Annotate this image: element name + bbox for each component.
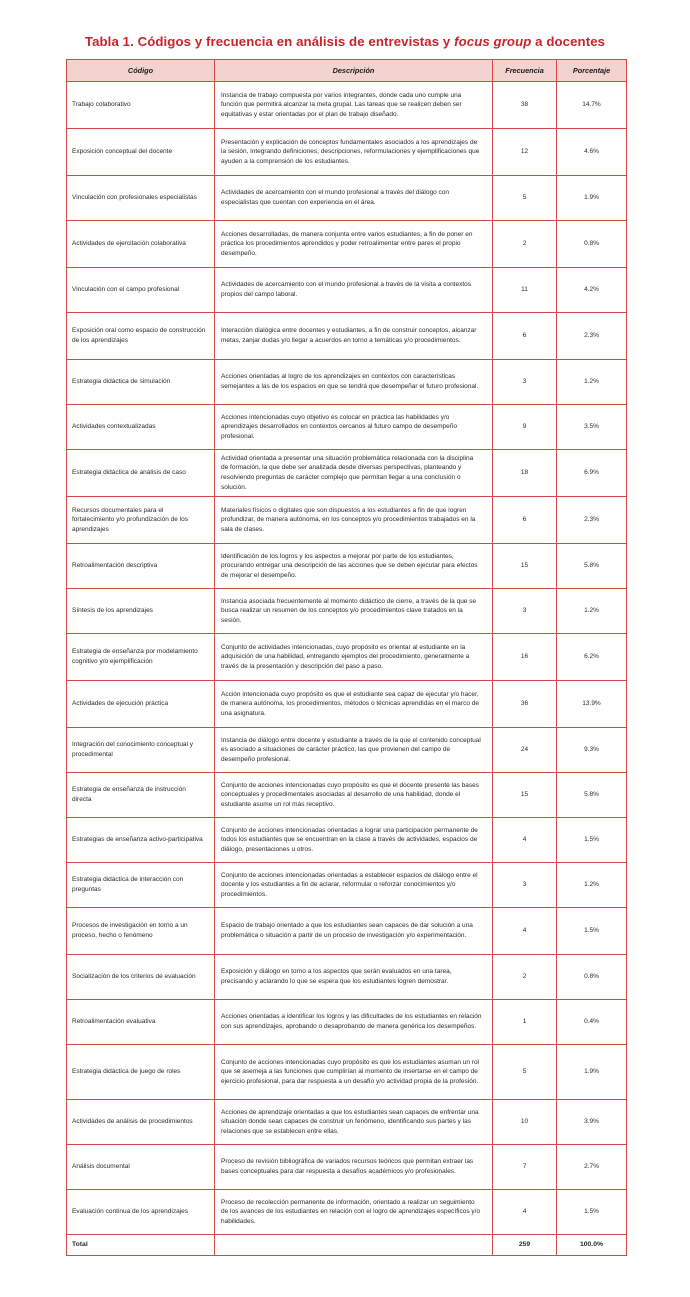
description-cell: Conjunto de acciones intencionadas cuyo propósito es que los estudiantes asuman un rol que se asemeja a las funciones que cumplirían al momento de insertarse en el campo de ejercicio profesional, para dar respuesta a un desafío y/o actividad propia de la profesión. xyxy=(215,1045,493,1100)
frequency-cell: 12 xyxy=(493,129,557,176)
description-cell: Conjunto de acciones intencionadas orientadas a establecer espacios de diálogo entre el docente y los estudiantes a fin de aclarar, reformular o reforzar conocimientos y/o procedimientos. xyxy=(215,863,493,908)
frequency-cell: 15 xyxy=(493,773,557,818)
description-cell: Instancia de diálogo entre docente y estudiante a través de la que el contenido conceptual es asociado a situaciones de carácter práctico, las que provienen del campo de desempeño profesional. xyxy=(215,728,493,773)
total-description-cell xyxy=(215,1235,493,1256)
frequency-cell: 1 xyxy=(493,1000,557,1045)
description-cell: Materiales físicos o digitales que son dispuestos a los estudiantes a fin de que logren profundizar, de manera autónoma, en los conceptos y/o procedimientos trabajados en la sala de clases. xyxy=(215,497,493,544)
frequency-cell: 3 xyxy=(493,863,557,908)
frequency-cell: 18 xyxy=(493,450,557,497)
code-cell: Actividades de ejercitación colaborativa xyxy=(67,221,215,268)
table-row xyxy=(67,589,627,634)
code-cell: Recursos documentales para el fortalecimiento y/o profundización de los aprendizajes xyxy=(67,497,215,544)
code-cell: Actividades de análisis de procedimientos xyxy=(67,1100,215,1145)
code-cell: Socialización de los criterios de evaluación xyxy=(67,955,215,1000)
description-cell: Acciones intencionadas cuyo objetivo es colocar en práctica las habilidades y/o aprendizajes desarrollados en contextos cercanos al futuro campo de desempeño profesional. xyxy=(215,405,493,450)
total-percent: 100.0% xyxy=(557,1235,627,1256)
title-suffix: a docentes xyxy=(531,34,606,49)
description-cell: Exposición y diálogo en torno a los aspectos que serán evaluados en una tarea, precisando y aclarando lo que se espera que los estudiantes logren demostrar. xyxy=(215,955,493,1000)
description-cell: Actividades de acercamiento con el mundo profesional a través del diálogo con especialistas que cuentan con experiencia en el área. xyxy=(215,176,493,221)
code-cell: Procesos de investigación en torno a un proceso, hecho o fenómeno xyxy=(67,908,215,955)
percent-cell: 1.9% xyxy=(557,176,627,221)
table-row xyxy=(67,681,627,728)
percent-cell: 2.3% xyxy=(557,497,627,544)
codes-table xyxy=(66,59,627,1256)
description-cell: Instancia asociada frecuentemente al momento didáctico de cierre, a través de la que se busca realizar un resumen de los conceptos y/o procedimientos clave tratados en la sesión. xyxy=(215,589,493,634)
table-row xyxy=(67,955,627,1000)
percent-cell: 6.2% xyxy=(557,634,627,681)
description-cell: Proceso de recolección permanente de información, orientado a realizar un seguimiento de los avances de los estudiantes en relación con el logro de aprendizajes específicos y/o habilidades. xyxy=(215,1190,493,1235)
frequency-cell: 3 xyxy=(493,360,557,405)
description-cell: Conjunto de actividades intencionadas, cuyo propósito es orientar al estudiante en la adquisición de una habilidad, entregando ejemplos del procedimiento, generalmente a través de la presentación y descripción del paso a paso. xyxy=(215,634,493,681)
frequency-cell: 7 xyxy=(493,1145,557,1190)
percent-cell: 13.9% xyxy=(557,681,627,728)
table-row xyxy=(67,360,627,405)
frequency-cell: 6 xyxy=(493,497,557,544)
percent-cell: 0.4% xyxy=(557,1000,627,1045)
percent-cell: 1.2% xyxy=(557,589,627,634)
percent-cell: 1.5% xyxy=(557,908,627,955)
frequency-cell: 4 xyxy=(493,818,557,863)
frequency-cell: 4 xyxy=(493,908,557,955)
frequency-cell: 2 xyxy=(493,955,557,1000)
percent-cell: 1.2% xyxy=(557,863,627,908)
code-cell: Exposición conceptual del docente xyxy=(67,129,215,176)
frequency-cell: 5 xyxy=(493,176,557,221)
percent-cell: 5.8% xyxy=(557,544,627,589)
table-row xyxy=(67,313,627,360)
frequency-cell: 36 xyxy=(493,681,557,728)
code-cell: Vinculación con profesionales especialistas xyxy=(67,176,215,221)
percent-cell: 1.5% xyxy=(557,818,627,863)
percent-cell: 6.9% xyxy=(557,450,627,497)
description-cell: Acciones de aprendizaje orientadas a que los estudiantes sean capaces de enfrentar una situación donde sean capaces de construir un fenómeno, identificando sus partes y las relaciones que se establecen entre ellas. xyxy=(215,1100,493,1145)
percent-cell: 3.5% xyxy=(557,405,627,450)
table-row xyxy=(67,728,627,773)
frequency-cell: 2 xyxy=(493,221,557,268)
frequency-cell: 10 xyxy=(493,1100,557,1145)
percent-cell: 9.3% xyxy=(557,728,627,773)
percent-cell: 1.5% xyxy=(557,1190,627,1235)
frequency-cell: 16 xyxy=(493,634,557,681)
description-cell: Proceso de revisión bibliográfica de variados recursos teóricos que permitan extraer las bases conceptuales para dar respuesta a desafíos académicos y/o profesionales. xyxy=(215,1145,493,1190)
table-row xyxy=(67,450,627,497)
code-cell: Vinculación con el campo profesional xyxy=(67,268,215,313)
description-cell: Interacción dialógica entre docentes y estudiantes, a fin de construir conceptos, alcanzar metas, zanjar dudas y/o llegar a acuerdos en torno a temáticas y/o procedimientos. xyxy=(215,313,493,360)
table-row xyxy=(67,268,627,313)
table-row xyxy=(67,1000,627,1045)
table-row xyxy=(67,1100,627,1145)
table-row xyxy=(67,1045,627,1100)
table-row xyxy=(67,129,627,176)
percent-cell: 3.9% xyxy=(557,1100,627,1145)
title-emphasis: focus group xyxy=(454,34,532,49)
frequency-cell: 24 xyxy=(493,728,557,773)
table-row xyxy=(67,544,627,589)
table-row xyxy=(67,1190,627,1235)
code-cell: Estrategia didáctica de interacción con preguntas xyxy=(67,863,215,908)
frequency-cell: 6 xyxy=(493,313,557,360)
table-row xyxy=(67,908,627,955)
total-frequency: 259 xyxy=(493,1235,557,1256)
code-cell: Trabajo colaborativo xyxy=(67,82,215,129)
code-cell: Estrategia de enseñanza de instrucción directa xyxy=(67,773,215,818)
header-percent: Porcentaje xyxy=(557,60,627,82)
frequency-cell: 3 xyxy=(493,589,557,634)
table-header-row xyxy=(67,60,627,82)
header-description: Descripción xyxy=(215,60,493,82)
code-cell: Retroalimentación evaluativa xyxy=(67,1000,215,1045)
code-cell: Estrategia didáctica de simulación xyxy=(67,360,215,405)
code-cell: Actividades de ejecución práctica xyxy=(67,681,215,728)
percent-cell: 2.3% xyxy=(557,313,627,360)
header-code: Código xyxy=(67,60,215,82)
description-cell: Acciones orientadas a identificar los logros y las dificultades de los estudiantes en relación con sus aprendizajes, aprobando o desaprobando de manera genérica los desempeños. xyxy=(215,1000,493,1045)
table-title xyxy=(0,34,690,49)
code-cell: Análisis documental xyxy=(67,1145,215,1190)
table-row xyxy=(67,497,627,544)
frequency-cell: 9 xyxy=(493,405,557,450)
code-cell: Síntesis de los aprendizajes xyxy=(67,589,215,634)
code-cell: Estrategia de enseñanza por modelamiento cognitivo y/o ejemplificación xyxy=(67,634,215,681)
percent-cell: 0.8% xyxy=(557,221,627,268)
description-cell: Conjunto de acciones intencionadas cuyo propósito es que el docente presente las bases conceptuales y procedimentales asociadas al desarrollo de una habilidad, donde el estudiante asume un rol más receptivo. xyxy=(215,773,493,818)
frequency-cell: 4 xyxy=(493,1190,557,1235)
percent-cell: 5.8% xyxy=(557,773,627,818)
table-row xyxy=(67,221,627,268)
percent-cell: 14.7% xyxy=(557,82,627,129)
total-label: Total xyxy=(67,1235,215,1256)
description-cell: Acciones desarrolladas, de manera conjunta entre varios estudiantes, a fin de poner en práctica los procedimientos aprendidos y poder retroalimentar entre pares el propio desempeño. xyxy=(215,221,493,268)
description-cell: Acción intencionada cuyo propósito es que el estudiante sea capaz de ejecutar y/o hacer, de manera autónoma, los procedimientos, métodos o técnicas aprendidas en el marco de una asignatura. xyxy=(215,681,493,728)
code-cell: Retroalimentación descriptiva xyxy=(67,544,215,589)
frequency-cell: 11 xyxy=(493,268,557,313)
description-cell: Acciones orientadas al logro de los aprendizajes en contextos con características semejantes a las de los espacios en que se tendrá que desempeñar el futuro profesional. xyxy=(215,360,493,405)
table-row xyxy=(67,863,627,908)
percent-cell: 4.2% xyxy=(557,268,627,313)
header-frequency: Frecuencia xyxy=(493,60,557,82)
code-cell: Integración del conocimiento conceptual y procedimental xyxy=(67,728,215,773)
code-cell: Estrategias de enseñanza activo-participativa xyxy=(67,818,215,863)
description-cell: Actividad orientada a presentar una situación problemática relacionada con la disciplina de formación, la que debe ser analizada desde diversas perspectivas, planteando y resolviendo preguntas de carácter complejo que permitan llegar a una conclusión o solución. xyxy=(215,450,493,497)
description-cell: Presentación y explicación de conceptos fundamentales asociados a los aprendizajes de la sesión, integrando definiciones, descripciones, reformulaciones y ejemplificaciones que ayuden a la comprensión de los estudiantes. xyxy=(215,129,493,176)
table-row xyxy=(67,1145,627,1190)
table-row xyxy=(67,176,627,221)
description-cell: Identificación de los logros y los aspectos a mejorar por parte de los estudiantes, procurando entregar una descripción de las acciones que se deben ejecutar para efectos de mejorar el desempeño. xyxy=(215,544,493,589)
table-row xyxy=(67,82,627,129)
table-row xyxy=(67,634,627,681)
description-cell: Instancia de trabajo compuesta por varios integrantes, donde cada uno cumple una función que permitirá alcanzar la meta grupal. Las tareas que se realicen deben ser equitativas y estar orientadas por el plan de trabajo diseñado. xyxy=(215,82,493,129)
code-cell: Estrategia didáctica de juego de roles xyxy=(67,1045,215,1100)
code-cell: Estrategia didáctica de análisis de caso xyxy=(67,450,215,497)
frequency-cell: 15 xyxy=(493,544,557,589)
total-row xyxy=(67,1235,627,1256)
description-cell: Espacio de trabajo orientado a que los estudiantes sean capaces de dar solución a una problemática o situación a partir de un proceso de investigación y/o experimentación. xyxy=(215,908,493,955)
percent-cell: 4.6% xyxy=(557,129,627,176)
table-row xyxy=(67,818,627,863)
description-cell: Actividades de acercamiento con el mundo profesional a través de la visita a contextos propios del campo laboral. xyxy=(215,268,493,313)
table-row xyxy=(67,405,627,450)
percent-cell: 1.9% xyxy=(557,1045,627,1100)
percent-cell: 1.2% xyxy=(557,360,627,405)
frequency-cell: 5 xyxy=(493,1045,557,1100)
percent-cell: 0.8% xyxy=(557,955,627,1000)
code-cell: Evaluación continua de los aprendizajes xyxy=(67,1190,215,1235)
table-row xyxy=(67,773,627,818)
code-cell: Actividades contextualizadas xyxy=(67,405,215,450)
code-cell: Exposición oral como espacio de construcción de los aprendizajes xyxy=(67,313,215,360)
title-prefix: Tabla 1. Códigos y frecuencia en análisis de entrevistas y xyxy=(84,34,455,49)
description-cell: Conjunto de acciones intencionadas orientadas a lograr una participación permanente de todos los estudiantes que se encuentran en la clase a través de actividades, espacios de diálogo, presentaciones u otros. xyxy=(215,818,493,863)
percent-cell: 2.7% xyxy=(557,1145,627,1190)
frequency-cell: 38 xyxy=(493,82,557,129)
